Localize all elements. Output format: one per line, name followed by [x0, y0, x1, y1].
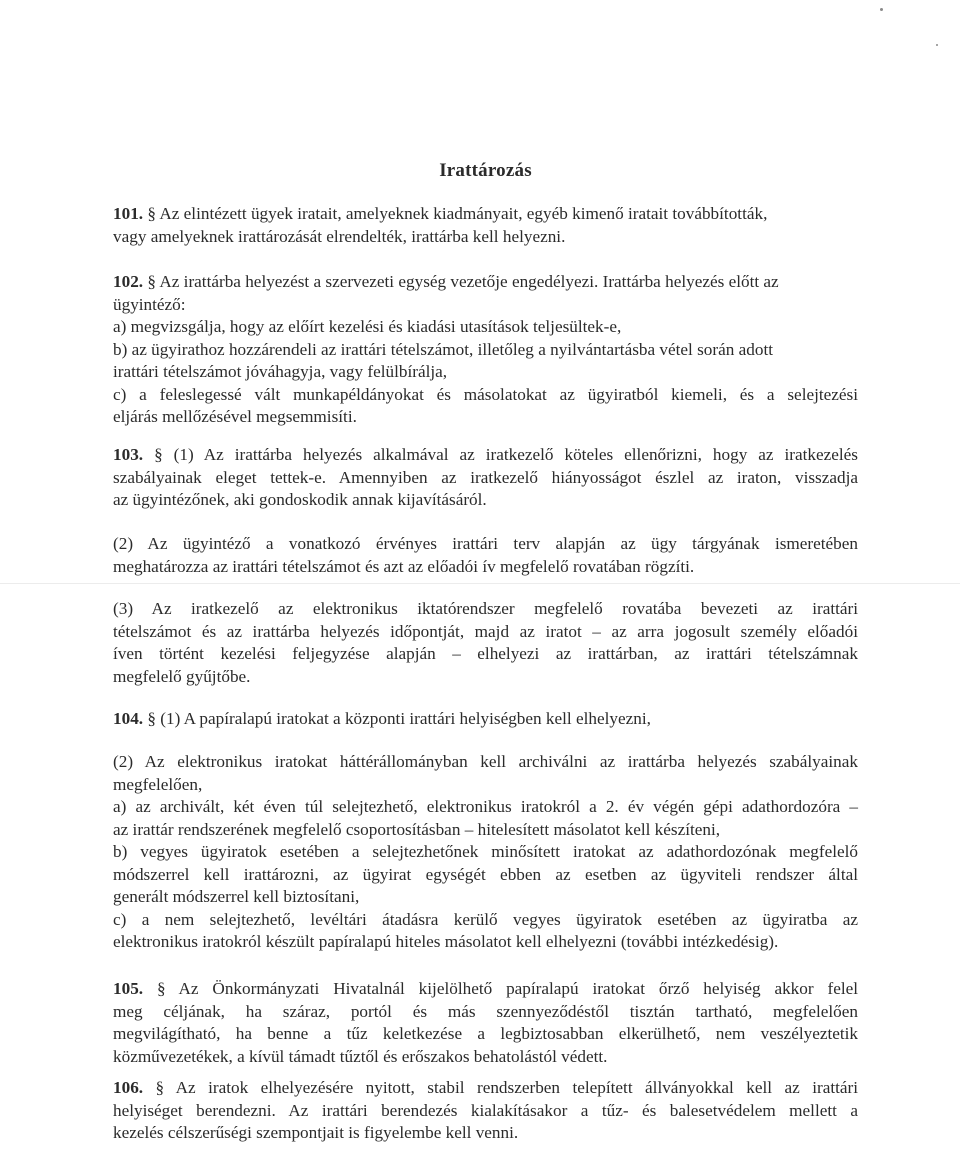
scan-artifact-dot: [936, 44, 938, 46]
section-sign: §: [147, 204, 156, 223]
section-text: közművezetékek, a kívül támadt tűztől és erőszakos behatolástól védett.: [113, 1046, 608, 1066]
section-text: megfelelő gyűjtőbe.: [113, 666, 251, 686]
section-text: megvilágítható, ha benne a tűz keletkezése a legbiztosabban elkerülhető, nem veszélyeztetik: [113, 1024, 858, 1043]
section-106: [113, 1077, 858, 1145]
section-104-paragraph-2: [113, 751, 858, 954]
section-number: 105.: [113, 979, 144, 998]
section-text: Az irattárba helyezést a szervezeti egység vezetője engedélyezi. Irattárba helyezés előtt az: [159, 272, 779, 291]
section-text: (1) Az irattárba helyezés alkalmával az iratkezelő köteles ellenőrizni, hogy az iratkezelés: [173, 445, 858, 464]
section-105: [113, 978, 858, 1068]
list-item: c) a feleslegessé vált munkapéldányokat és másolatokat az ügyiratból kiemeli, és a selejtezési: [113, 384, 858, 404]
section-sign: §: [156, 979, 166, 998]
list-item: az irattár rendszerének megfelelő csoportosításban – hitelesített másolatot kell készíteni,: [113, 819, 721, 839]
list-item: generált módszerrel kell biztosítani,: [113, 887, 360, 906]
section-number: 104.: [113, 709, 144, 728]
section-sign: §: [147, 272, 156, 291]
list-item: a) megvizsgálja, hogy az előírt kezelési és kiadási utasítások teljesültek-e,: [113, 317, 622, 336]
section-101: [113, 203, 858, 248]
section-text: megfelelően,: [113, 774, 203, 794]
scan-artifact-dot: [880, 8, 883, 11]
section-103: [113, 444, 858, 512]
section-103-paragraph-3: [113, 598, 858, 688]
section-text: Az Önkormányzati Hivatalnál kijelölhető papíralapú iratokat őrző helyiség akkor felel: [178, 979, 858, 998]
section-text: tételszámot és az irattárba helyezés időpontját, majd az iratot – az arra jogosult személy előadói: [113, 621, 858, 641]
section-number: 106.: [113, 1078, 144, 1097]
section-sign: §: [154, 445, 163, 464]
list-item: elektronikus iratokról készült papíralapú hiteles másolatot kell elhelyezni (további intézkedésig).: [113, 932, 779, 951]
list-item: b) az ügyirathoz hozzárendeli az irattári tételszámot, illetőleg a nyilvántartásba vétel során adott: [113, 339, 773, 359]
section-104: [113, 708, 858, 731]
section-102: [113, 271, 858, 429]
list-item: b) vegyes ügyiratok esetében a selejtezhetőnek minősített iratokat az adathordozónak megfelelő: [113, 842, 858, 861]
section-text: (1) A papíralapú iratokat a központi irattári helyiségben kell elhelyezni,: [160, 709, 651, 728]
section-text: vagy amelyeknek irattározását elrendelték, irattárba kell helyezni.: [113, 226, 566, 246]
section-sign: §: [155, 1078, 165, 1097]
section-text: Az elintézett ügyek iratait, amelyeknek kiadmányait, egyéb kimenő iratait továbbították,: [159, 204, 768, 223]
list-item: a) az archivált, két éven túl selejtezhető, elektronikus iratokról a 2. év végén gépi adathordozóra –: [113, 797, 858, 816]
section-text: meghatározza az irattári tételszámot és azt az előadói ív megfelelő rovatában rögzíti.: [113, 556, 695, 576]
section-text: meg céljának, ha száraz, portól és más szennyeződéstől tisztán tartható, megfelelően: [113, 1001, 858, 1021]
section-text: (3) Az iratkezelő az elektronikus iktatórendszer megfelelő rovatába bevezeti az irattári: [113, 599, 858, 618]
scan-artifact-line: [0, 583, 960, 584]
section-text: (2) Az ügyintéző a vonatkozó érvényes irattári terv alapján az ügy tárgyának ismeretében: [113, 534, 858, 553]
section-text: ügyintéző:: [113, 294, 186, 314]
section-sign: §: [147, 709, 156, 728]
page-title: Irattározás: [439, 160, 532, 181]
section-text: Az iratok elhelyezésére nyitott, stabil rendszerben telepített állványokkal kell az irattári: [175, 1078, 858, 1097]
section-number: 101.: [113, 204, 144, 223]
section-text: helyiséget berendezni. Az irattári berendezés kialakításakor a tűz- és balesetvédelem mellett a: [113, 1100, 858, 1120]
list-item: módszerrel kell irattározni, az ügyirat egységét ebben az esetben az ügyviteli rendszer által: [113, 864, 858, 884]
list-item: irattári tételszámot jóváhagyja, vagy felülbírálja,: [113, 362, 448, 381]
list-item: eljárás mellőzésével megsemmisíti.: [113, 407, 357, 426]
section-number: 103.: [113, 445, 144, 464]
section-103-paragraph-2: [113, 533, 858, 578]
section-number: 102.: [113, 272, 144, 291]
section-text: az ügyintézőnek, aki gondoskodik annak kijavításáról.: [113, 490, 487, 509]
list-item: c) a nem selejtezhető, levéltári átadásra kerülő vegyes ügyiratok esetében az ügyiratba az: [113, 909, 858, 929]
section-text: íven történt kezelési feljegyzése alapján – elhelyezi az irattárban, az irattári tételszámnak: [113, 644, 858, 663]
section-text: kezelés célszerűségi szempontjait is figyelembe kell venni.: [113, 1123, 519, 1142]
section-text: (2) Az elektronikus iratokat háttérállományban kell archiválni az irattárba helyezés szabályainak: [113, 752, 858, 771]
section-text: szabályainak eleget tettek-e. Amennyiben az iratkezelő hiányosságot észlel az iraton, visszadja: [113, 467, 858, 487]
